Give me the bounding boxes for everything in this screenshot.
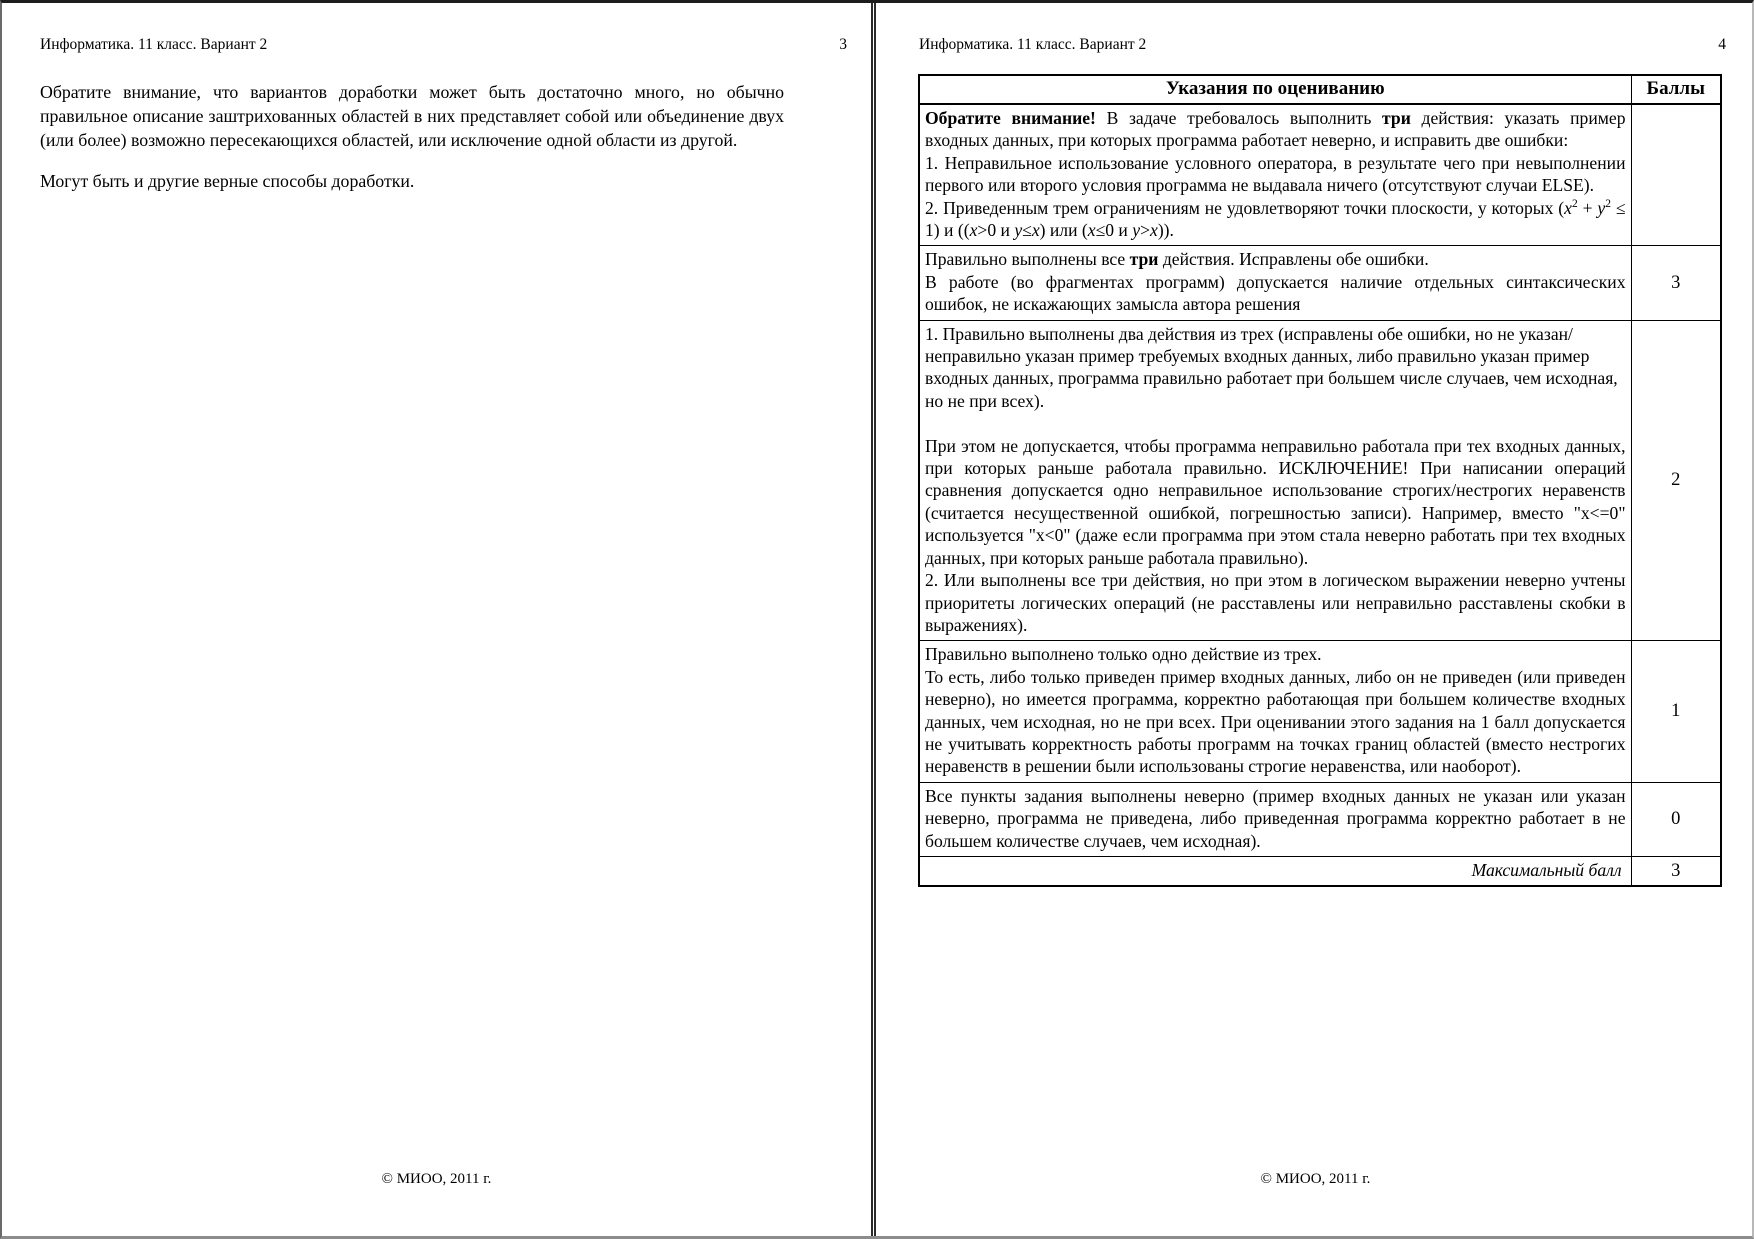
running-header [40, 36, 847, 54]
page-footer: © МИОО, 2011 г. [381, 1171, 492, 1187]
criteria-header-cell: Указания по оцениванию [919, 75, 1631, 104]
paragraph: 1. Неправильное использование условного оператора, в результате чего при невыполнении первого или второго условия программа не выдавала ничего (отсутствуют случаи ELSE). [925, 152, 1626, 196]
score-cell: 3 [1631, 856, 1721, 886]
paragraph: При этом не допускается, чтобы программа неправильно работала при тех входных данных, при которых раньше работала правильно. ИСКЛЮЧЕНИЕ! При написании операций сравнения допускается одно неправильное использование строгих/нестрогих неравенств (считается несущественной ошибкой, погрешностью записи). Например, вместо "x<=0" используется "x<0" (даже если программа при этом стала неверно работать при тех входных данных, при которых раньше работала правильно). [925, 435, 1626, 568]
score-header-cell: Баллы [1631, 75, 1721, 104]
table-row [919, 104, 1721, 246]
paragraph: В работе (во фрагментах программ) допускается наличие отдельных синтаксических ошибок, не искажающих замысла автора решения [925, 271, 1626, 315]
criteria-cell [919, 320, 1631, 641]
page-divider [871, 3, 876, 1236]
paragraph: То есть, либо только приведен пример входных данных, либо он не приведен (или приведен неверно), но имеется программа, корректно работающая при большем количестве входных данных, чем исходная, но не при всех. При оценивании этого задания на 1 балл допускается не учитывать корректность работы программ на точках границ областей (вместо нестрогих неравенств в решении были использованы строгие неравенства, или наоборот). [925, 666, 1626, 777]
running-header [919, 36, 1726, 54]
page-footer: © МИОО, 2011 г. [1260, 1171, 1371, 1187]
paragraph: Правильно выполнено только одно действие из трех. [925, 644, 1322, 665]
paragraph: Правильно выполнены все три действия. Исправлены обе ошибки. [925, 249, 1429, 270]
criteria-cell [919, 782, 1631, 856]
page-4 [879, 3, 1752, 1236]
paragraph: 2. Или выполнены все три действия, но при этом в логическом выражении неверно учтены приоритеты логических операций (не расставлены или неправильно расставлены скобки в выражениях). [925, 570, 1626, 635]
paragraph: Обратите внимание! В задаче требовалось выполнить три действия: указать пример входных данных, при которых программа работает неверно, и исправить две ошибки: [925, 108, 1626, 151]
scoring-table-body [919, 104, 1721, 886]
paragraph-other-ways: Могут быть и другие верные способы доработки. [40, 170, 415, 191]
criteria-cell [919, 641, 1631, 782]
score-cell: 1 [1631, 641, 1721, 782]
paragraph: 1. Правильно выполнены два действия из трех (исправлены обе ошибки, но не указан/неправильно указан пример требуемых входных данных, либо правильно указан пример входных данных, программа правильно работает при большем числе случаев, чем исходная, но не при всех). [925, 323, 1618, 411]
table-row [919, 856, 1721, 886]
criteria-cell [919, 104, 1631, 246]
table-row [919, 246, 1721, 320]
page-number: 4 [1718, 36, 1726, 53]
criteria-cell [919, 856, 1631, 886]
score-cell [1631, 104, 1721, 246]
score-cell: 2 [1631, 320, 1721, 641]
paragraph-notice: Обратите внимание, что вариантов доработки может быть достаточно много, но обычно правильное описание заштрихованных областей в них представляет собой или объединение двух (или более) возможно пересекающихся областей, или исключение одной области из другой. [40, 82, 784, 151]
table-row [919, 320, 1721, 641]
page-number: 3 [839, 36, 847, 53]
score-cell: 3 [1631, 246, 1721, 320]
page-3 [2, 3, 871, 1236]
paragraph [925, 412, 1626, 434]
running-header-title: Информатика. 11 класс. Вариант 2 [919, 36, 1147, 53]
table-row [919, 641, 1721, 782]
running-header-title: Информатика. 11 класс. Вариант 2 [40, 36, 268, 53]
table-row [919, 782, 1721, 856]
paragraph: 2. Приведенным трем ограничениям не удовлетворяют точки плоскости, у которых $(x^2 + y^2 \le 1)$ и ((x>0 и y≤x) или (x≤0 и y>x)). [925, 197, 1626, 241]
page-body [40, 80, 784, 209]
scoring-table [918, 74, 1722, 887]
criteria-cell [919, 246, 1631, 320]
score-cell: 0 [1631, 782, 1721, 856]
scoring-table-header-row [919, 75, 1721, 104]
paragraph: Максимальный балл [1471, 859, 1622, 880]
paragraph: Все пункты задания выполнены неверно (пример входных данных не указан или указан неверно, программа не приведена, либо приведенная программа корректно работает в не большем количестве случаев, чем исходная). [925, 785, 1626, 851]
